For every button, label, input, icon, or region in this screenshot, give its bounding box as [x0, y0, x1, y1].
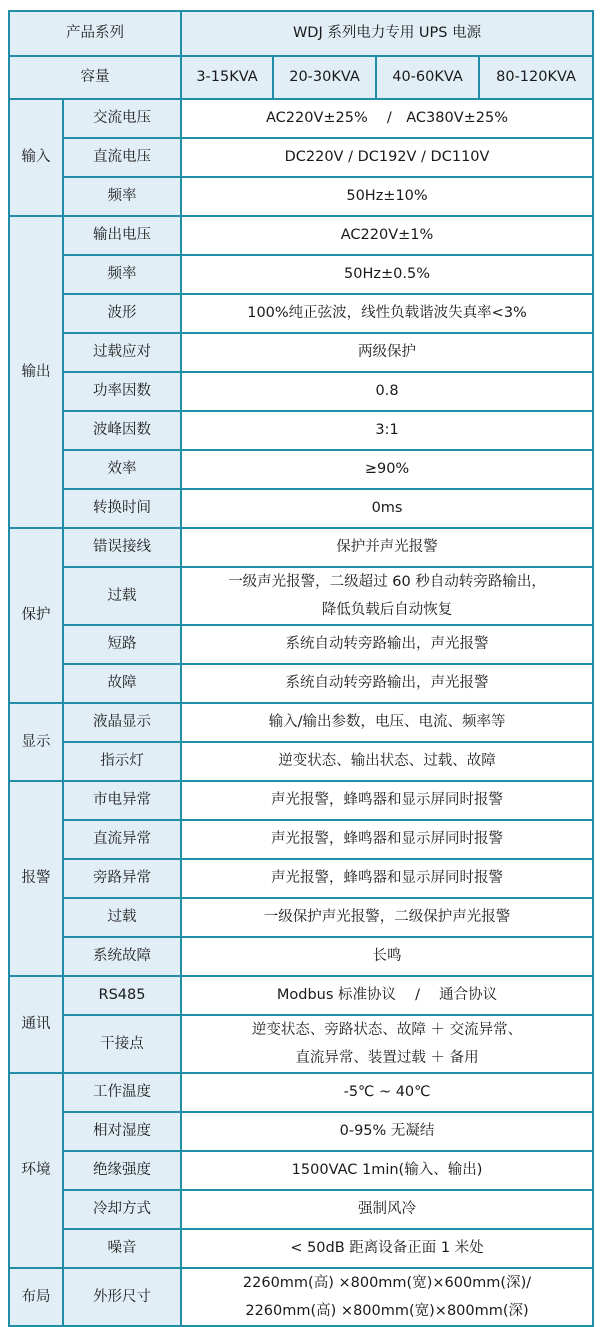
- table-row: [9, 216, 593, 255]
- table-row: [9, 1151, 593, 1190]
- row-label: 输出电压: [63, 216, 181, 255]
- row-value: Modbus 标准协议 / 通合协议: [181, 976, 593, 1015]
- table-row: [9, 898, 593, 937]
- row-label: 错误接线: [63, 528, 181, 567]
- table-row: [9, 1112, 593, 1151]
- row-value: 50Hz±0.5%: [181, 255, 593, 294]
- row-value: 声光报警，蜂鸣器和显示屏同时报警: [181, 781, 593, 820]
- row-label: 过载: [63, 567, 181, 625]
- row-value: 声光报警，蜂鸣器和显示屏同时报警: [181, 859, 593, 898]
- table-row: [9, 177, 593, 216]
- table-row: [9, 138, 593, 177]
- capacity-3: 40-60KVA: [376, 56, 479, 99]
- row-value-line: 一级声光报警，二级超过 60 秒自动转旁路输出，: [228, 574, 546, 590]
- group-layout: 布局: [9, 1268, 63, 1326]
- row-value: 保护并声光报警: [181, 528, 593, 567]
- row-label: 干接点: [63, 1015, 181, 1073]
- table-row: [9, 742, 593, 781]
- row-label: 市电异常: [63, 781, 181, 820]
- row-label: 交流电压: [63, 99, 181, 138]
- row-label: 旁路异常: [63, 859, 181, 898]
- table-row: [9, 1073, 593, 1112]
- table-row: [9, 664, 593, 703]
- row-value: 输入/输出参数，电压、电流、频率等: [181, 703, 593, 742]
- table-row: [9, 528, 593, 567]
- row-value: DC220V / DC192V / DC110V: [181, 138, 593, 177]
- group-input: 输入: [9, 99, 63, 216]
- table-row: [9, 255, 593, 294]
- row-label: 噪音: [63, 1229, 181, 1268]
- ups-spec-table: [8, 10, 594, 1327]
- row-value: 系统自动转旁路输出，声光报警: [181, 625, 593, 664]
- row-value: 系统自动转旁路输出，声光报警: [181, 664, 593, 703]
- row-label: 波形: [63, 294, 181, 333]
- row-value: 0-95% 无凝结: [181, 1112, 593, 1151]
- table-row: [9, 1229, 593, 1268]
- product-series-row: [9, 11, 593, 56]
- row-label: 相对湿度: [63, 1112, 181, 1151]
- table-row: [9, 450, 593, 489]
- row-value: [181, 1015, 593, 1073]
- row-value: 逆变状态、输出状态、过载、故障: [181, 742, 593, 781]
- group-environment: 环境: [9, 1073, 63, 1268]
- table-row: [9, 294, 593, 333]
- row-value: 强制风冷: [181, 1190, 593, 1229]
- group-output: 输出: [9, 216, 63, 528]
- row-value: [181, 567, 593, 625]
- row-label: 频率: [63, 177, 181, 216]
- row-value: 0.8: [181, 372, 593, 411]
- table-row: [9, 937, 593, 976]
- row-value: 长鸣: [181, 937, 593, 976]
- table-row: [9, 976, 593, 1015]
- row-value-line: 2260mm(高) ×800mm(宽)×800mm(深): [245, 1303, 529, 1319]
- row-value: 一级保护声光报警，二级保护声光报警: [181, 898, 593, 937]
- table-row: [9, 489, 593, 528]
- row-label: 工作温度: [63, 1073, 181, 1112]
- row-value: ≥90%: [181, 450, 593, 489]
- row-label: 过载应对: [63, 333, 181, 372]
- table-row: [9, 333, 593, 372]
- row-value-line: 逆变状态、旁路状态、故障 ＋ 交流异常、: [251, 1022, 523, 1038]
- capacity-label: 容量: [9, 56, 181, 99]
- row-value: AC220V±25% / AC380V±25%: [181, 99, 593, 138]
- table-row: [9, 567, 593, 625]
- row-label: 功率因数: [63, 372, 181, 411]
- group-alarm: 报警: [9, 781, 63, 976]
- row-label: 效率: [63, 450, 181, 489]
- table-row: [9, 703, 593, 742]
- group-protection: 保护: [9, 528, 63, 703]
- row-label: 故障: [63, 664, 181, 703]
- capacity-row: [9, 56, 593, 99]
- row-label: 短路: [63, 625, 181, 664]
- row-label: 外形尺寸: [63, 1268, 181, 1326]
- row-label: 绝缘强度: [63, 1151, 181, 1190]
- row-label: 系统故障: [63, 937, 181, 976]
- row-value: [181, 1268, 593, 1326]
- row-value-line: 直流异常、装置过载 ＋ 备用: [295, 1050, 479, 1066]
- row-label: 指示灯: [63, 742, 181, 781]
- row-label: 液晶显示: [63, 703, 181, 742]
- row-label: 转换时间: [63, 489, 181, 528]
- table-row: [9, 1190, 593, 1229]
- table-row: [9, 820, 593, 859]
- row-label: 冷却方式: [63, 1190, 181, 1229]
- table-row: [9, 1015, 593, 1073]
- capacity-1: 3-15KVA: [181, 56, 273, 99]
- group-comm: 通讯: [9, 976, 63, 1073]
- row-value: 50Hz±10%: [181, 177, 593, 216]
- row-value: 100%纯正弦波，线性负载谐波失真率<3%: [181, 294, 593, 333]
- capacity-2: 20-30KVA: [273, 56, 376, 99]
- table-row: [9, 859, 593, 898]
- series-label: 产品系列: [9, 11, 181, 56]
- group-display: 显示: [9, 703, 63, 781]
- row-value: 两级保护: [181, 333, 593, 372]
- series-value: WDJ 系列电力专用 UPS 电源: [181, 11, 593, 56]
- row-value: 3:1: [181, 411, 593, 450]
- table-row: [9, 1268, 593, 1326]
- table-row: [9, 781, 593, 820]
- table-row: [9, 99, 593, 138]
- row-value: 声光报警，蜂鸣器和显示屏同时报警: [181, 820, 593, 859]
- table-row: [9, 625, 593, 664]
- table-row: [9, 372, 593, 411]
- row-value: < 50dB 距离设备正面 1 米处: [181, 1229, 593, 1268]
- row-label: 过载: [63, 898, 181, 937]
- row-label: RS485: [63, 976, 181, 1015]
- table-row: [9, 411, 593, 450]
- row-value: 1500VAC 1min(输入、输出): [181, 1151, 593, 1190]
- row-value-line: 降低负载后自动恢复: [321, 602, 453, 618]
- row-label: 频率: [63, 255, 181, 294]
- row-value: -5℃ ~ 40℃: [181, 1073, 593, 1112]
- row-label: 直流异常: [63, 820, 181, 859]
- row-value: 0ms: [181, 489, 593, 528]
- row-label: 波峰因数: [63, 411, 181, 450]
- row-value: AC220V±1%: [181, 216, 593, 255]
- row-label: 直流电压: [63, 138, 181, 177]
- capacity-4: 80-120KVA: [479, 56, 593, 99]
- row-value-line: 2260mm(高) ×800mm(宽)×600mm(深)/: [242, 1275, 532, 1291]
